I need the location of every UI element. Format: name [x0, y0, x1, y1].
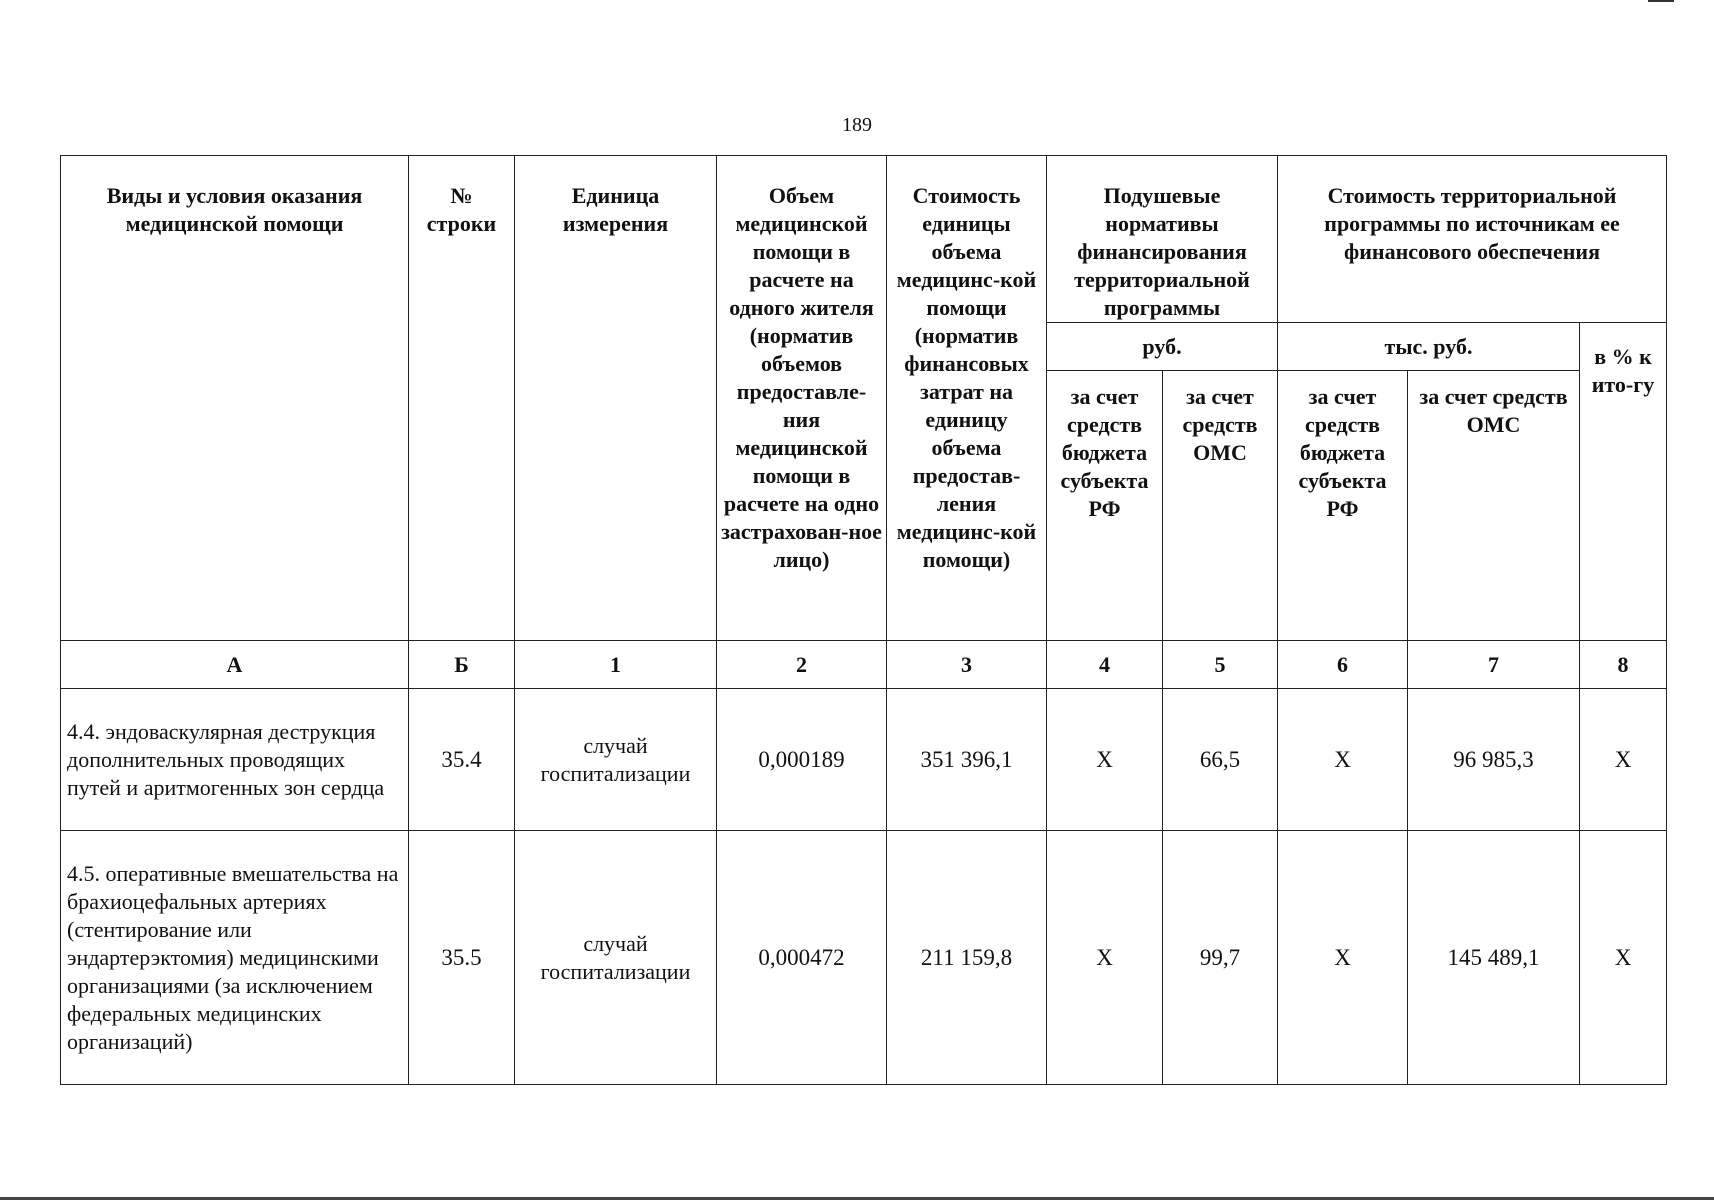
header-unit-thousand-rub: тыс. руб. — [1278, 323, 1580, 371]
row-cost-oms: 145 489,1 — [1408, 831, 1580, 1085]
header-volume: Объем медицинской помощи в расчете на одного жителя (норматив объемов предоставле-ния медицинской помощи в расчете на одно застрахован-ное лицо) — [717, 156, 887, 641]
header-unit: Единица измерения — [515, 156, 717, 641]
financing-table — [60, 155, 1667, 1085]
column-label: А — [61, 641, 409, 689]
header-pct-total: в % к ито-гу — [1580, 323, 1667, 641]
table-row — [61, 831, 1667, 1085]
page-number: 189 — [842, 114, 872, 136]
header-oms-source: за счет средств ОМС — [1163, 371, 1278, 641]
row-cost-oms: 96 985,3 — [1408, 689, 1580, 831]
row-line-number: 35.4 — [409, 689, 515, 831]
column-label: 6 — [1278, 641, 1408, 689]
column-label: 8 — [1580, 641, 1667, 689]
row-cost-budget: X — [1278, 689, 1408, 831]
column-label: Б — [409, 641, 515, 689]
row-volume: 0,000472 — [717, 831, 887, 1085]
header-oms-source-2: за счет средств ОМС — [1408, 371, 1580, 641]
header-budget-source: за счет средств бюджета субъекта РФ — [1047, 371, 1163, 641]
table-row — [61, 689, 1667, 831]
column-label: 3 — [887, 641, 1047, 689]
header-unit-cost: Стоимость единицы объема медицинс-кой помощи (норматив финансовых затрат на единицу объема предостав-ления медицинс-кой помощи) — [887, 156, 1047, 641]
row-volume: 0,000189 — [717, 689, 887, 831]
row-unit-cost: 351 396,1 — [887, 689, 1047, 831]
header-row-1 — [61, 156, 1667, 323]
row-per-capita-oms: 99,7 — [1163, 831, 1278, 1085]
column-label: 2 — [717, 641, 887, 689]
row-line-number: 35.5 — [409, 831, 515, 1085]
header-per-capita-group: Подушевые нормативы финансирования территориальной программы — [1047, 156, 1278, 323]
row-per-capita-budget: X — [1047, 831, 1163, 1085]
row-name: 4.4. эндоваскулярная деструкция дополнительных проводящих путей и аритмогенных зон сердца — [61, 689, 409, 831]
row-per-capita-oms: 66,5 — [1163, 689, 1278, 831]
corner-mark — [1648, 0, 1674, 2]
header-cost-group: Стоимость территориальной программы по источникам ее финансового обеспечения — [1278, 156, 1667, 323]
column-labels-row — [61, 641, 1667, 689]
row-unit: случай госпитализации — [515, 689, 717, 831]
row-per-capita-budget: X — [1047, 689, 1163, 831]
row-name: 4.5. оперативные вмешательства на брахиоцефальных артериях (стентирование или эндартерэктомия) медицинскими организациями (за исключением федеральных медицинских организаций) — [61, 831, 409, 1085]
header-line-number: № строки — [409, 156, 515, 641]
row-pct: X — [1580, 831, 1667, 1085]
column-label: 1 — [515, 641, 717, 689]
column-label: 5 — [1163, 641, 1278, 689]
row-unit-cost: 211 159,8 — [887, 831, 1047, 1085]
header-unit-rub: руб. — [1047, 323, 1278, 371]
column-label: 4 — [1047, 641, 1163, 689]
header-budget-source-2: за счет средств бюджета субъекта РФ — [1278, 371, 1408, 641]
column-label: 7 — [1408, 641, 1580, 689]
row-cost-budget: X — [1278, 831, 1408, 1085]
row-unit: случай госпитализации — [515, 831, 717, 1085]
header-care-types: Виды и условия оказания медицинской помощи — [61, 156, 409, 641]
row-pct: X — [1580, 689, 1667, 831]
